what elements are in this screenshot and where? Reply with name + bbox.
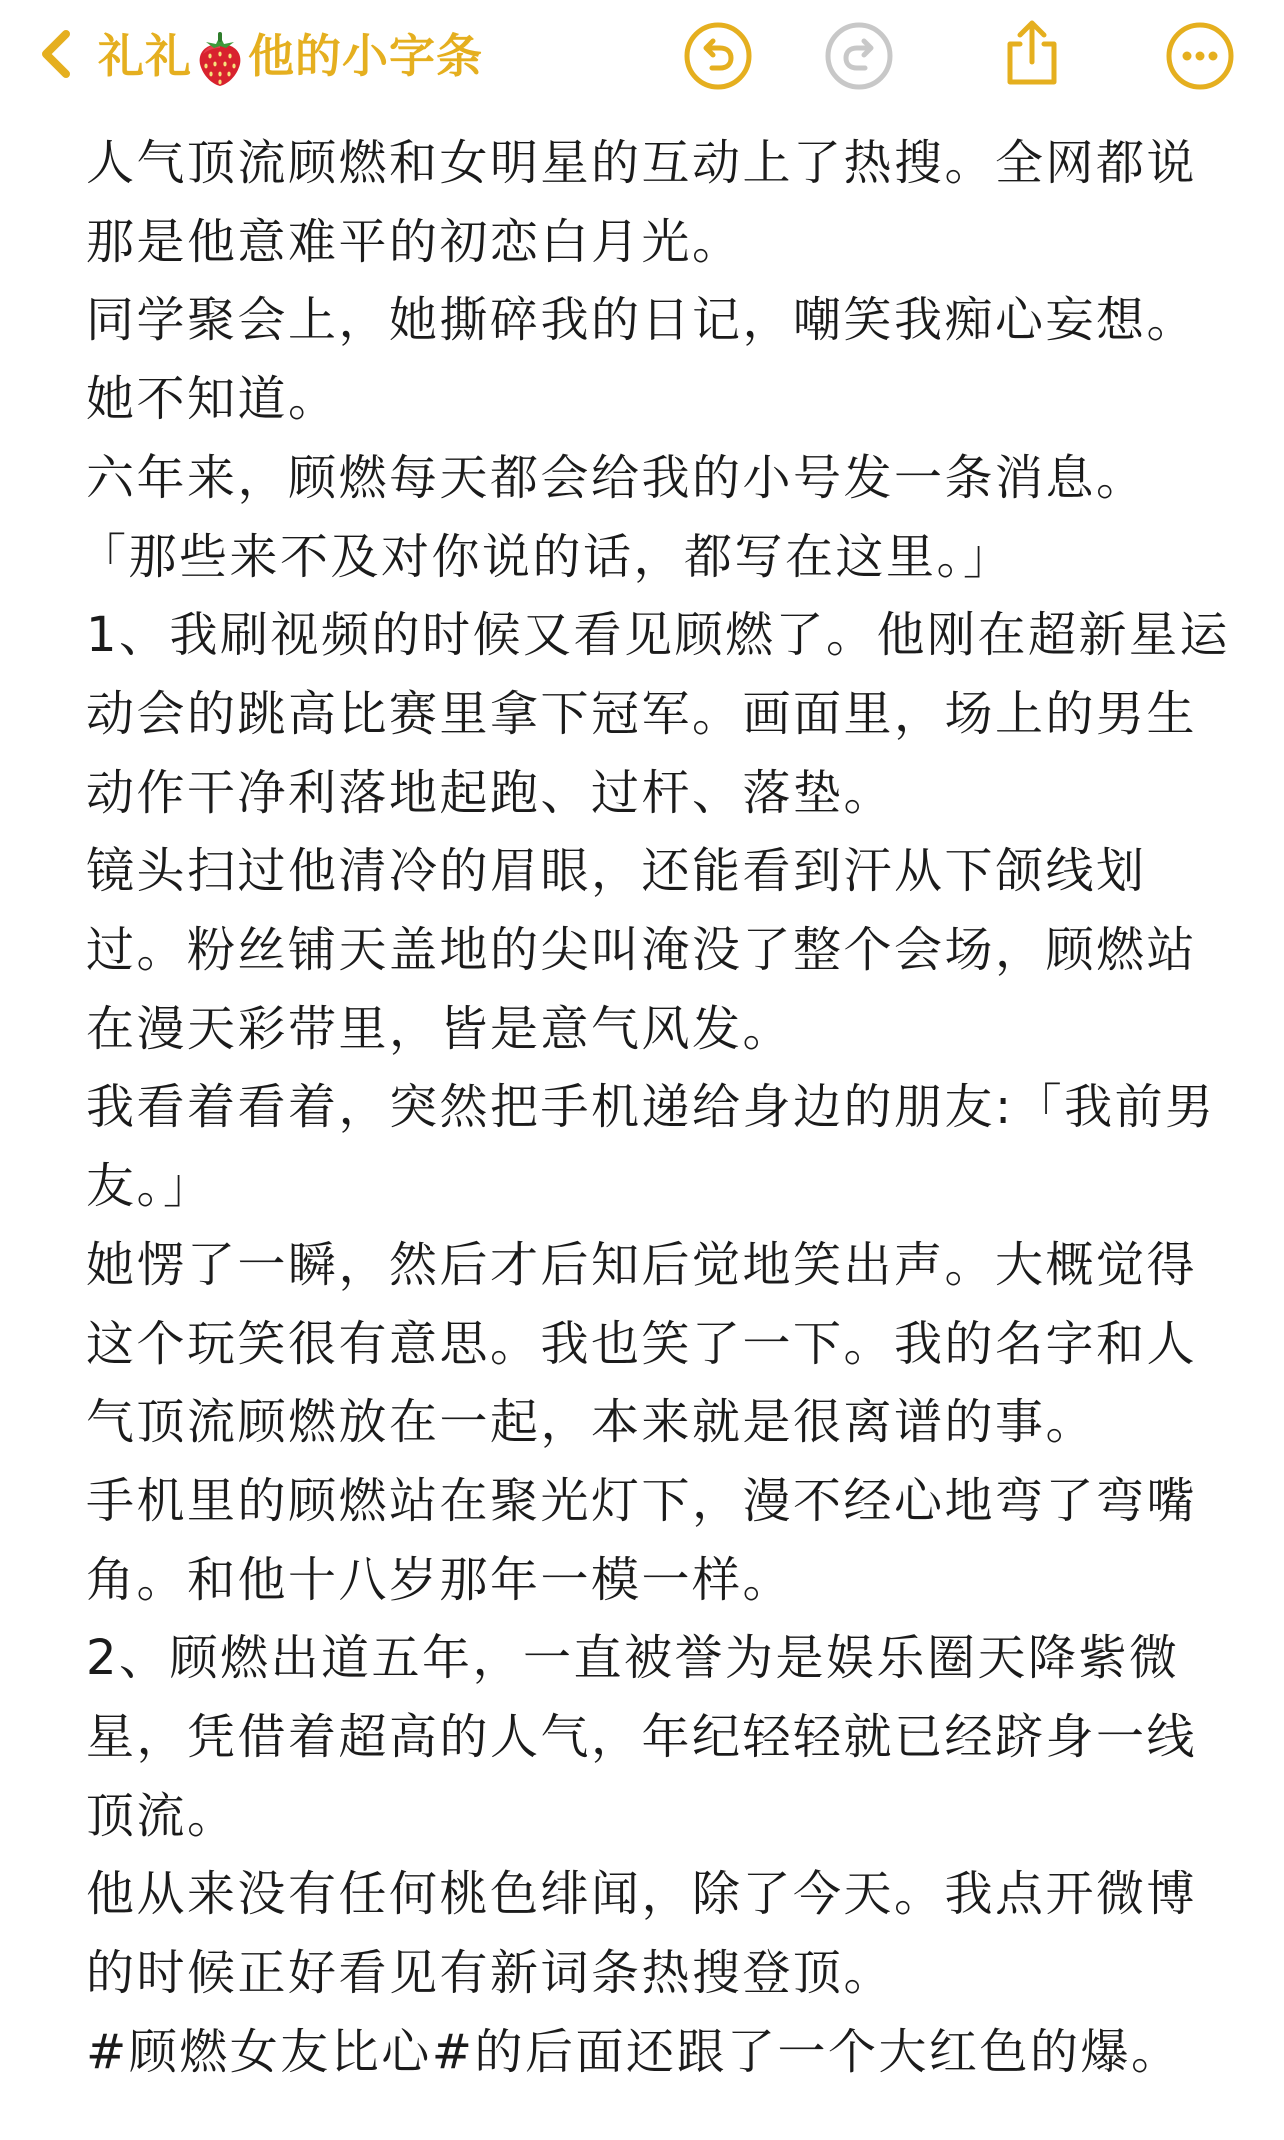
note-body[interactable]: [78, 124, 1246, 2092]
back-button[interactable]: [36, 14, 483, 94]
note-paragraph: 1、我刷视频的时候又看见顾燃了。他刚在超新星运动会的跳高比赛里拿下冠军。画面里，场上的男生动作干净利落地起跑、过杆、落垫。: [86, 607, 1231, 821]
back-title-text: 礼礼: [98, 28, 192, 83]
note-paragraph: 我看着看着，突然把手机递给身边的朋友:「我前男友。」: [86, 1079, 1216, 1215]
notes-toolbar: [0, 0, 1284, 110]
note-paragraph: 人气顶流顾燃和女明星的互动上了热搜。全网都说那是他意难平的初恋白月光。: [86, 135, 1198, 270]
chevron-left-icon: [36, 26, 76, 82]
note-paragraph: #顾燃女友比心#的后面还跟了一个大红色的爆。: [86, 2023, 1182, 2080]
note-paragraph: 同学聚会上，她撕碎我的日记，嘲笑我痴心妄想。她不知道。: [86, 292, 1198, 428]
note-paragraph: 2、顾燃出道五年，一直被誉为是娱乐圈天降紫微星，凭借着超高的人气，年纪轻轻就已经跻身一线顶流。: [86, 1630, 1198, 1844]
strawberry-icon: [194, 30, 246, 88]
more-icon[interactable]: [1164, 20, 1236, 92]
note-paragraph: 镜头扫过他清冷的眉眼，还能看到汗从下颌线划过。粉丝铺天盖地的尖叫淹没了整个会场，顾燃站在漫天彩带里，皆是意气风发。: [86, 843, 1198, 1057]
back-title-text: 他的小字条: [248, 28, 483, 83]
note-paragraph: 六年来，顾燃每天都会给我的小号发一条消息。: [86, 449, 1147, 506]
redo-icon[interactable]: [823, 20, 895, 92]
note-paragraph: 手机里的顾燃站在聚光灯下，漫不经心地弯了弯嘴角。和他十八岁那年一模一样。: [86, 1472, 1198, 1608]
undo-icon[interactable]: [682, 20, 754, 92]
note-paragraph: 「那些来不及对你说的话，都写在这里。」: [78, 528, 1014, 585]
note-paragraph: 她愣了一瞬，然后才后知后觉地笑出声。大概觉得这个玩笑很有意思。我也笑了一下。我的名字和人气顶流顾燃放在一起，本来就是很离谱的事。: [86, 1236, 1198, 1451]
back-title: [98, 20, 483, 89]
share-icon[interactable]: [996, 16, 1068, 88]
note-paragraph: 他从来没有任何桃色绯闻，除了今天。我点开微博的时候正好看见有新词条热搜登顶。: [86, 1866, 1198, 2002]
